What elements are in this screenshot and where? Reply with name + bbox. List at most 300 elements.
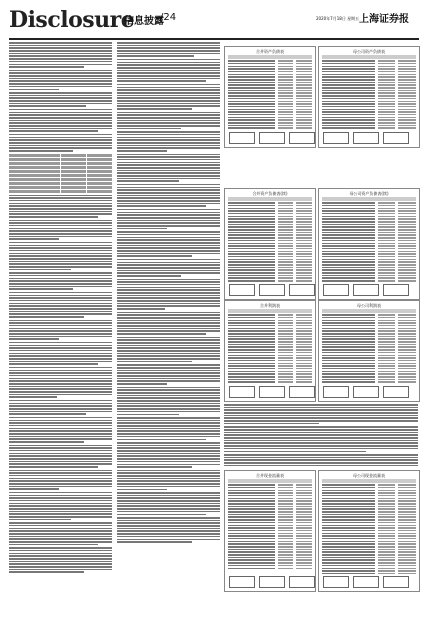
table-header [322, 197, 416, 201]
table-row [228, 256, 312, 258]
table-row [228, 336, 312, 338]
table-row [322, 237, 416, 239]
table-row [322, 565, 416, 567]
text-paragraph [9, 220, 112, 240]
table-row [322, 95, 416, 97]
table-row [228, 365, 312, 367]
signature-stamp [353, 386, 379, 398]
table-row [228, 127, 312, 129]
table-row [228, 487, 312, 489]
table-row [322, 109, 416, 111]
table-row [228, 63, 312, 65]
table-row [322, 218, 416, 220]
financial-statement-table [224, 46, 316, 148]
table-row [228, 261, 312, 263]
table-row [228, 325, 312, 327]
table-row [322, 248, 416, 250]
signature-stamp [383, 386, 409, 398]
table-row [228, 240, 312, 242]
table-row [228, 503, 312, 505]
table-row [228, 237, 312, 239]
table-row [228, 213, 312, 215]
table-row [228, 360, 312, 362]
table-row [228, 117, 312, 119]
table-row [322, 376, 416, 378]
text-paragraph [117, 417, 220, 440]
table-row [228, 226, 312, 228]
text-paragraph [9, 400, 112, 415]
signature-stamp [229, 284, 255, 296]
signature-stamp [323, 284, 349, 296]
text-paragraph [117, 184, 220, 207]
table-row [322, 533, 416, 535]
table-row [228, 551, 312, 553]
signature-stamp [289, 386, 315, 398]
table-row [228, 210, 312, 212]
table-row [228, 330, 312, 332]
table-row [322, 328, 416, 330]
financial-statement-table [224, 470, 316, 592]
table-row [322, 557, 416, 559]
table-row [228, 79, 312, 81]
table-row [322, 213, 416, 215]
text-paragraph [9, 320, 112, 340]
text-paragraph [117, 154, 220, 182]
table-row [228, 320, 312, 322]
signature-stamp [353, 576, 379, 588]
table-row [322, 551, 416, 553]
table-row [228, 71, 312, 73]
financial-statement-table [318, 470, 420, 592]
table-row [228, 76, 312, 78]
table-row [228, 259, 312, 261]
table-row [228, 272, 312, 274]
table-row [228, 109, 312, 111]
table-row [322, 538, 416, 540]
table-row [322, 506, 416, 508]
table-row [322, 514, 416, 516]
table-row [322, 562, 416, 564]
table-title: 合并现金流量表 [256, 473, 284, 478]
text-paragraph [117, 84, 220, 110]
signature-stamp [259, 576, 285, 588]
table-row [322, 275, 416, 277]
table-row [322, 508, 416, 510]
text-paragraph [9, 492, 112, 520]
table-row [322, 259, 416, 261]
signature-stamp [229, 386, 255, 398]
table-row [322, 103, 416, 105]
signature-stamp [289, 576, 315, 588]
date-line: 2020年7月18日 星期五 [316, 16, 360, 21]
table-row [322, 554, 416, 556]
table-row [228, 90, 312, 92]
table-row [228, 253, 312, 255]
table-row [322, 336, 416, 338]
table-header [322, 55, 416, 59]
table-row [322, 352, 416, 354]
table-row [322, 76, 416, 78]
table-row [228, 280, 312, 282]
table-row [228, 229, 312, 231]
table-row [228, 232, 312, 234]
table-row [322, 264, 416, 266]
table-row [228, 60, 312, 62]
signature-stamp [259, 132, 285, 144]
financial-statement-table [224, 188, 316, 300]
signature-stamp [229, 132, 255, 144]
table-row [228, 490, 312, 492]
table-row [322, 568, 416, 570]
signature-stamp [353, 284, 379, 296]
table-row [322, 500, 416, 502]
text-paragraph [9, 342, 112, 365]
table-row [322, 202, 416, 204]
table-row [322, 208, 416, 210]
table-row [228, 368, 312, 370]
table-row [228, 508, 312, 510]
table-row [228, 511, 312, 513]
table-header [322, 309, 416, 313]
signature-stamp [259, 284, 285, 296]
table-row [228, 538, 312, 540]
table-row [322, 92, 416, 94]
table-row [322, 519, 416, 521]
table-row [322, 90, 416, 92]
table-row [322, 269, 416, 271]
table-row [322, 525, 416, 527]
table-row [228, 533, 312, 535]
table-row [228, 341, 312, 343]
table-row [228, 500, 312, 502]
table-row [322, 272, 416, 274]
table-row [228, 498, 312, 500]
text-paragraph [117, 59, 220, 82]
table-row [228, 562, 312, 564]
table-row [322, 277, 416, 279]
table-row [228, 530, 312, 532]
table-row [322, 261, 416, 263]
table-row [228, 234, 312, 236]
table-row [228, 355, 312, 357]
table-row [322, 516, 416, 518]
table-row [322, 234, 416, 236]
table-row [228, 525, 312, 527]
text-paragraph [117, 312, 220, 335]
table-row [228, 554, 312, 556]
table-row [322, 349, 416, 351]
table-row [228, 245, 312, 247]
table-row [228, 333, 312, 335]
table-row [322, 381, 416, 383]
table-row [322, 527, 416, 529]
table-row [228, 74, 312, 76]
table-row [228, 68, 312, 70]
signature-stamp [323, 386, 349, 398]
table-row [322, 549, 416, 551]
text-paragraph [117, 470, 220, 490]
table-row [322, 522, 416, 524]
table-row [322, 111, 416, 113]
table-row [228, 122, 312, 124]
table-row [322, 325, 416, 327]
table-row [322, 280, 416, 282]
table-header [228, 479, 312, 483]
table-row [228, 381, 312, 383]
text-column-2 [117, 42, 220, 620]
table-row [228, 376, 312, 378]
text-paragraph [9, 470, 112, 490]
table-row [228, 519, 312, 521]
text-paragraph [117, 337, 220, 363]
signature-stamp [383, 576, 409, 588]
table-row [228, 484, 312, 486]
table-row [322, 363, 416, 365]
table-row [228, 111, 312, 113]
table-row [228, 373, 312, 375]
signature-stamp [323, 576, 349, 588]
table-row [322, 79, 416, 81]
table-row [322, 320, 416, 322]
signature-stamp [383, 132, 409, 144]
table-row [322, 573, 416, 575]
table-row [322, 226, 416, 228]
text-paragraph [9, 134, 112, 152]
table-row [322, 71, 416, 73]
table-row [228, 125, 312, 127]
table-row [228, 224, 312, 226]
table-row [228, 87, 312, 89]
table-row [322, 346, 416, 348]
table-row [228, 344, 312, 346]
table-row [322, 487, 416, 489]
table-row [322, 317, 416, 319]
text-column-1 [9, 42, 112, 620]
table-row [322, 559, 416, 561]
table-row [228, 264, 312, 266]
table-row [322, 511, 416, 513]
table-row [322, 68, 416, 70]
table-row [228, 541, 312, 543]
table-row [322, 256, 416, 258]
text-paragraph [9, 547, 112, 573]
brand-logo: Disclosure [9, 7, 135, 33]
table-row [322, 355, 416, 357]
table-row [322, 87, 416, 89]
table-row [228, 103, 312, 105]
table-row [228, 371, 312, 373]
table-row [228, 559, 312, 561]
table-header [228, 309, 312, 313]
table-row [322, 333, 416, 335]
table-row [228, 251, 312, 253]
table-title: 母公司现金流量表 [353, 473, 385, 478]
table-row [228, 527, 312, 529]
signature-stamp [259, 386, 285, 398]
table-row [322, 243, 416, 245]
text-paragraph [9, 242, 112, 270]
table-row [322, 365, 416, 367]
table-header [228, 55, 312, 59]
table-row [228, 114, 312, 116]
table-row [322, 503, 416, 505]
text-paragraph [9, 109, 112, 132]
table-title: 母公司利润表 [357, 303, 381, 308]
table-row [228, 248, 312, 250]
table-row [228, 328, 312, 330]
table-row [322, 117, 416, 119]
table-row [322, 322, 416, 324]
table-row [322, 251, 416, 253]
table-title: 母公司资产负债表(续) [349, 191, 389, 196]
table-title: 合并资产负债表 [256, 49, 284, 54]
table-row [322, 101, 416, 103]
table-row [228, 84, 312, 86]
text-paragraph [117, 209, 220, 229]
text-paragraph [9, 272, 112, 290]
table-row [322, 498, 416, 500]
table-row [322, 371, 416, 373]
table-row [228, 322, 312, 324]
table-row [228, 357, 312, 359]
table-row [228, 506, 312, 508]
text-paragraph [9, 92, 112, 107]
table-row [228, 317, 312, 319]
table-row [322, 82, 416, 84]
table-row [228, 277, 312, 279]
table-row [322, 530, 416, 532]
table-row [228, 557, 312, 559]
table-row [228, 565, 312, 567]
text-paragraph [224, 426, 418, 452]
table-row [322, 84, 416, 86]
table-row [322, 484, 416, 486]
table-header [322, 479, 416, 483]
table-row [322, 240, 416, 242]
table-row [228, 106, 312, 108]
masthead [0, 0, 428, 38]
page-number: /24 [160, 12, 177, 23]
text-paragraph [9, 522, 112, 545]
table-row [322, 546, 416, 548]
table-row [322, 344, 416, 346]
table-row [322, 267, 416, 269]
table-row [228, 516, 312, 518]
text-paragraph [117, 112, 220, 130]
table-row [228, 568, 312, 570]
table-row [322, 253, 416, 255]
table-row [322, 63, 416, 65]
table-row [228, 535, 312, 537]
header-rule [9, 38, 419, 40]
text-paragraph [117, 517, 220, 543]
text-paragraph [9, 195, 112, 218]
table-row [228, 349, 312, 351]
table-row [228, 514, 312, 516]
table-row [322, 379, 416, 381]
table-row [322, 119, 416, 121]
table-row [228, 522, 312, 524]
table-row [228, 549, 312, 551]
table-row [228, 338, 312, 340]
inline-table [9, 154, 112, 193]
signature-stamp [289, 132, 315, 144]
table-row [228, 208, 312, 210]
table-row [228, 379, 312, 381]
text-paragraph [117, 259, 220, 277]
table-row [322, 216, 416, 218]
table-row [322, 127, 416, 129]
table-row [228, 216, 312, 218]
text-paragraph [117, 442, 220, 468]
table-title: 合并利润表 [260, 303, 280, 308]
table-header [228, 197, 312, 201]
table-row [228, 95, 312, 97]
table-row [322, 60, 416, 62]
signature-stamp [289, 284, 315, 296]
table-row [228, 363, 312, 365]
signature-stamp [383, 284, 409, 296]
table-row [322, 357, 416, 359]
table-row [322, 490, 416, 492]
table-row [322, 543, 416, 545]
signature-stamp [323, 132, 349, 144]
table-row [322, 232, 416, 234]
table-row [228, 346, 312, 348]
table-row [322, 314, 416, 316]
text-paragraph [224, 404, 418, 424]
financial-statement-table [318, 188, 420, 300]
table-row [228, 98, 312, 100]
table-row [322, 535, 416, 537]
text-paragraph [9, 417, 112, 443]
table-row [322, 570, 416, 572]
text-paragraph [117, 364, 220, 384]
table-row [228, 546, 312, 548]
table-row [228, 267, 312, 269]
table-row [228, 205, 312, 207]
text-paragraph [117, 387, 220, 415]
table-row [228, 492, 312, 494]
table-row [228, 82, 312, 84]
table-row [228, 221, 312, 223]
table-row [322, 341, 416, 343]
table-row [322, 66, 416, 68]
table-row [322, 492, 416, 494]
financial-statement-table [318, 300, 420, 402]
text-paragraph [224, 454, 418, 466]
text-paragraph [117, 131, 220, 151]
table-row [322, 338, 416, 340]
text-paragraph [9, 445, 112, 468]
table-row [322, 125, 416, 127]
table-row [322, 205, 416, 207]
table-row [322, 98, 416, 100]
financial-statement-table [224, 300, 316, 402]
table-row [228, 269, 312, 271]
table-row [228, 243, 312, 245]
table-row [322, 495, 416, 497]
table-row [322, 221, 416, 223]
table-row [322, 245, 416, 247]
table-row [322, 114, 416, 116]
table-title: 合并资产负债表(续) [252, 191, 288, 196]
text-paragraph [117, 492, 220, 515]
text-paragraph [9, 367, 112, 398]
table-row [228, 119, 312, 121]
table-row [322, 373, 416, 375]
text-paragraph [117, 279, 220, 310]
